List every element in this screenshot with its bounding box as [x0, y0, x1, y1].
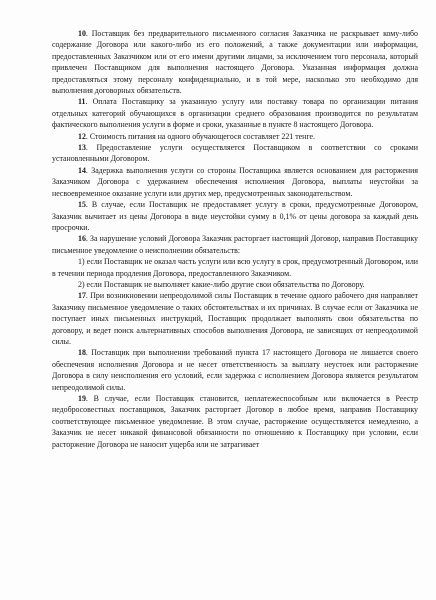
- clause-number: 18: [78, 348, 86, 358]
- clause-11: [52, 96, 418, 130]
- clause-16: [52, 233, 418, 256]
- clause-number: 16: [78, 234, 86, 244]
- clause-number: 13: [78, 143, 86, 153]
- clause-19: [52, 393, 418, 450]
- clause-15: [52, 199, 418, 233]
- clause-12: [52, 131, 418, 142]
- clause-number: 12: [78, 131, 86, 141]
- clause-14: [52, 165, 418, 199]
- clause-10: [52, 28, 418, 96]
- clause-number: 14: [78, 165, 86, 175]
- clause-text: . Стоимость питания на одного обучающегося составляет 221 тенге.: [85, 131, 315, 141]
- clause-16-item-2: [52, 279, 418, 290]
- clause-text: . Поставщик без предварительного письменного согласия Заказчика не раскрывает кому-либо содержание Договора или какого-либо из его положений, а также документации или информации, предоставленных Заказчиком или от его имени другими лицами, за исключением того персонала, который привлечен Поставщиком для выполнения настоящего Договора. Указанная информация должна предоставляться этому персоналу конфиденциально, и в той мере, насколько это необходимо для выполнения договорных обязательств.: [52, 29, 418, 96]
- clause-text: 2) если Поставщик не выполняет какие-либо другие свои обязательства по Договору.: [78, 279, 365, 289]
- clause-text: 1) если Поставщик не оказал часть услуги или всю услугу в срок, предусмотренный Договором, или в течении периода продления Договора, предоставленного Заказчиком.: [52, 257, 418, 278]
- clause-number: 19: [78, 394, 86, 403]
- clause-18: [52, 347, 418, 393]
- clause-text: . За нарушение условий Договора Заказчик расторгает настоящий Договор, направив Поставщику письменное уведомление о неисполнении обязательств:: [52, 234, 418, 255]
- clause-number: 10: [78, 29, 86, 38]
- clause-17: [52, 290, 418, 347]
- document-body: [52, 28, 418, 450]
- clause-16-item-1: [52, 256, 418, 279]
- clause-text: . Оплата Поставщику за указанную услугу или поставку товара по организации питания отдельных категорий обучающихся в организации среднего образования производится по результатам фактического выполнения услуги в форме и сроки, указанные в пункте 8 настоящего Договора.: [52, 97, 418, 130]
- clause-text: . Предоставление услуги осуществляется Поставщиком в соответствии со сроками установленными Договором.: [52, 143, 418, 164]
- clause-number: 11: [78, 97, 86, 107]
- clause-number: 17: [78, 291, 86, 301]
- clause-number: 15: [78, 200, 86, 210]
- clause-text: . Задержка выполнения услуги со стороны Поставщика является основанием для расторжения Заказчиком Договора с удержанием обеспечения исполнения Договора, выплаты неустойки за несвоевременное оказание услуги или других мер, предусмотренных законодательством.: [52, 165, 418, 198]
- clause-text: . В случае, если Поставщик не предоставляет услугу в сроки, предусмотренные Договором, Заказчик вычитает из цены Договора в виде неустойки сумму в 0,1% от цены договора за каждый день просрочки.: [52, 200, 418, 232]
- clause-text: . При возникновении непреодолимой силы Поставщик в течение одного рабочего дня направляет Заказчику письменное уведомление о таких обстоятельствах и их причинах. В случае если от Заказчика не поступает иных письменных инструкций, Поставщик продолжает выполнять свои обязательства по договору, и ведет поиск альтернативных способов выполнения Договора, не зависящих от непреодолимой силы.: [52, 291, 418, 346]
- clause-text: . Поставщик при выполнении требований пункта 17 настоящего Договора не лишается своего обеспечения исполнения Договора и не несет ответственность за выплату неустоек или расторжение Договора в силу неисполнения его условий, если задержка с исполнением Договора является результатом непреодолимой силы.: [52, 348, 418, 392]
- clause-text: . В случае, если Поставщик становится, неплатежеспособным или включается в Реестр недобросовестных поставщиков, Заказчик расторгает Договор в любое время, направив Поставщику соответствующее письменное уведомление. В этом случае, расторжение осуществляется немедленно, а Заказчик не несет никакой финансовой обязанности по отношению к Поставщику при условии, если расторжение Договора не наносит ущерба или не затрагивает: [52, 394, 418, 449]
- clause-13: [52, 142, 418, 165]
